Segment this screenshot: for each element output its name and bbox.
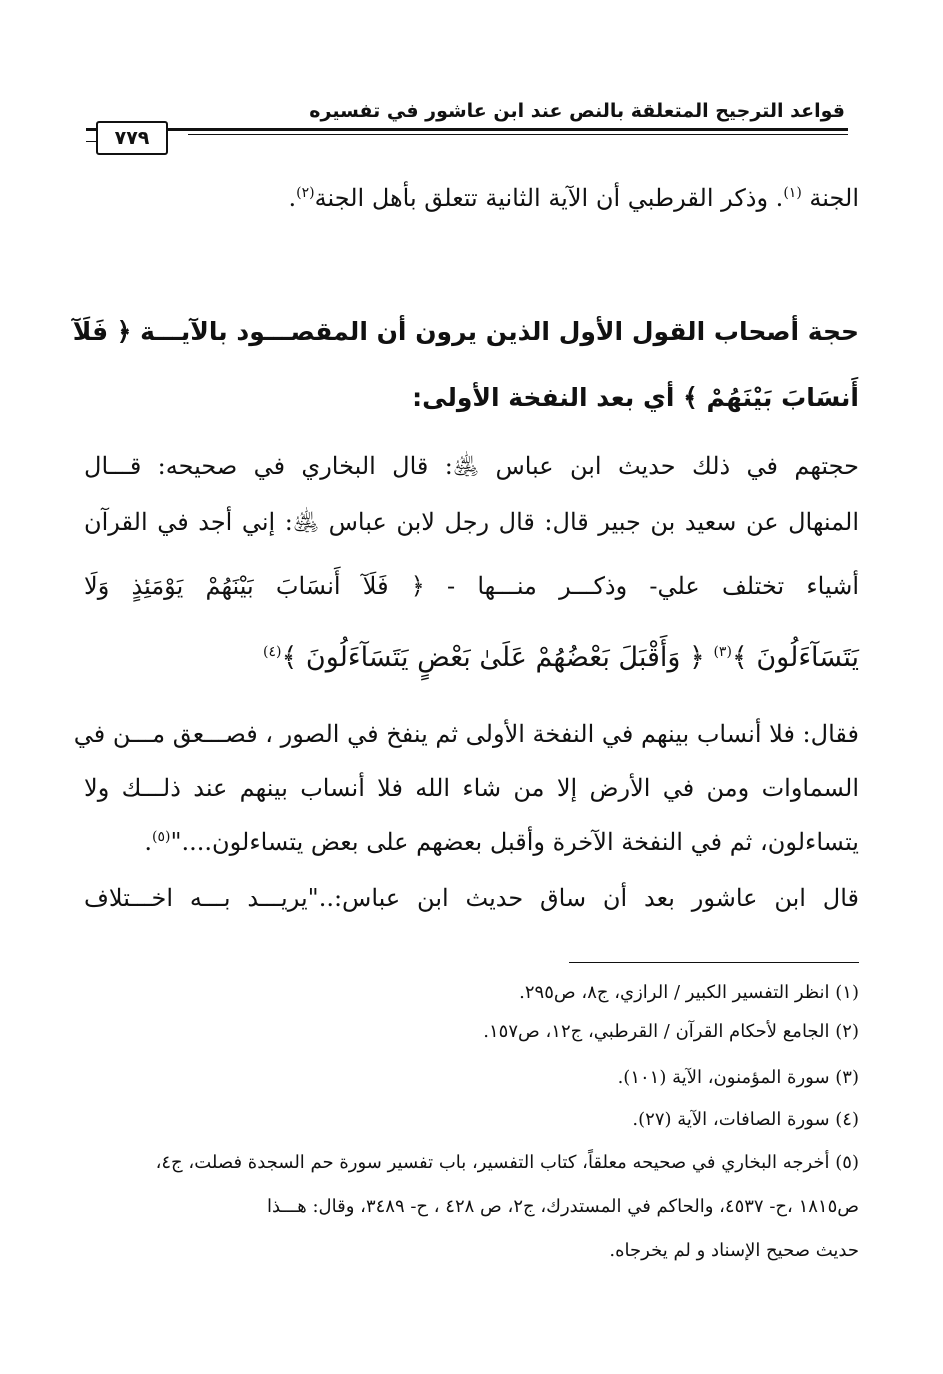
footnote-separator xyxy=(569,962,859,963)
body-line-para2-3 xyxy=(84,822,859,862)
footnote-5-line-2: ص١٨١٥ ،ح- ٤٥٣٧، والحاكم في المستدرك، ج٢، ص ٤٢٨ ، ح- ٣٤٨٩، وقال: هـــذا xyxy=(266,1196,859,1217)
footnote-ref-5: (٥) xyxy=(151,829,171,845)
footnote-ref-2: (٢) xyxy=(296,185,315,201)
text-fragment: . xyxy=(144,828,152,856)
body-line-para2-2: السماوات ومن في الأرض إلا من شاء الله فلا أنساب بينهم عند ذلـــك ولا xyxy=(84,774,859,802)
footnote-3: (٣) سورة المؤمنون، الآية (١٠١). xyxy=(617,1067,859,1088)
section-heading-line-2: أَنسَابَ بَيْنَهُمْ ﴾ أي بعد النفخة الأولى: xyxy=(412,383,859,412)
text-fragment: . xyxy=(288,184,297,212)
body-line-para1-4 xyxy=(84,638,859,678)
body-line-para1-1: حجتهم في ذلك حديث ابن عباس ﵁: قال البخاري في صحيحه: قـــال xyxy=(84,452,859,480)
page-number: ٧٧٩ xyxy=(96,121,168,155)
footnote-5-line-1: (٥) أخرجه البخاري في صحيحه معلقاً، كتاب التفسير، باب تفسير سورة حم السجدة فصلت، ج٤، xyxy=(155,1152,859,1173)
section-heading-line-1: حجة أصحاب القول الأول الذين يرون أن المقصـــود بالآيـــة ﴿ فَلَآ xyxy=(72,317,859,346)
text-fragment: الجنة xyxy=(801,184,859,212)
footnote-ref-3: (٣) xyxy=(713,644,732,660)
quran-fragment: يَتَسَآءَلُونَ ﴾ xyxy=(731,642,859,673)
body-line-para1-2: المنهال عن سعيد بن جبير قال: قال رجل لابن عباس ﵁: إني أجد في القرآن xyxy=(84,508,859,536)
footnote-4: (٤) سورة الصافات، الآية (٢٧). xyxy=(632,1109,859,1130)
quran-fragment: ﴿ وَأَقْبَلَ بَعْضُهُمْ عَلَىٰ بَعْضٍ يَتَسَآءَلُونَ ﴾ xyxy=(281,642,714,673)
footnote-ref-4: (٤) xyxy=(263,644,282,660)
header-rule xyxy=(86,128,848,131)
text-fragment: . وذكر القرطبي أن الآية الثانية تتعلق بأهل الجنة xyxy=(314,184,784,212)
running-header-title: قواعد الترجيح المتعلقة بالنص عند ابن عاشور في تفسيره xyxy=(309,100,845,122)
footnote-2: (٢) الجامع لأحكام القرآن / القرطبي، ج١٢، ص١٥٧. xyxy=(483,1021,859,1042)
footnote-5-line-3: حديث صحيح الإسناد و لم يخرجاه. xyxy=(609,1240,859,1261)
body-line-1 xyxy=(84,178,859,218)
body-line-para1-3: أشياء تختلف علي- وذكـــر منـــها - ﴿ فَلَآ أَنسَابَ بَيْنَهُمْ يَوْمَئِذٍ وَلَا xyxy=(84,572,859,600)
header-rule-thin xyxy=(188,134,848,135)
text-fragment: يتساءلون، ثم في النفخة الآخرة وأقبل بعضهم على بعض يتساءلون...." xyxy=(170,828,859,856)
body-line-para3-1: قال ابن عاشور بعد أن ساق حديث ابن عباس:.."يريـــد بـــه اخـــتلاف xyxy=(84,884,859,912)
body-line-para2-1: فقال: فلا أنساب بينهم في النفخة الأولى ثم ينفخ في الصور ، فصـــعق مـــن في xyxy=(73,720,859,748)
footnote-ref-1: (١) xyxy=(783,185,802,201)
footnote-1: (١) انظر التفسير الكبير / الرازي، ج٨، ص٢٩٥. xyxy=(519,982,859,1003)
